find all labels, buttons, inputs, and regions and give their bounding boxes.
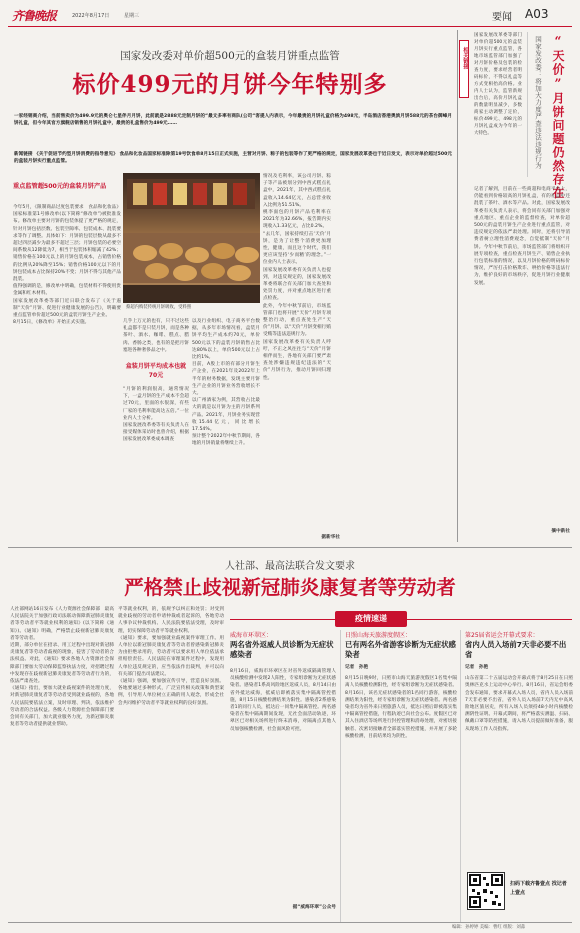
- lead-col4-p5: 此外，今年中秋节前后，市场监管部门也将开展“天价”月饼专项整治行动，重点查处生产“天价”月饼、以“天价”月饼变相行贿受贿等违法违规行为。: [263, 303, 331, 338]
- brief-1: [230, 631, 336, 921]
- sidebar-rule: [457, 30, 458, 542]
- lead-col4-p3: “去几年，国家持续打击‘天价’月饼，是为了让整个消费更加理性，健康，而且这个时代，我们更应该坚持‘少而精’的理念。”一位业内人士表示。: [263, 231, 331, 266]
- lead-byline: 据新华社: [321, 535, 340, 540]
- lead-col4: [263, 173, 331, 542]
- qr-caption: 扫码下载齐鲁壹点 找记者 上壹点: [510, 881, 567, 896]
- commentary-title: “天价”月饼问题仍然存在: [551, 34, 565, 200]
- brief-3-title: 省内人员入场前7天非必要不出省: [465, 640, 567, 659]
- footer-designer: 美编：曹红: [479, 925, 502, 930]
- commentary-byline: 摘中新社: [551, 529, 570, 534]
- brief-2-title: 已有两名外省游客诊断为无症状感染者: [345, 640, 456, 659]
- briefs-banner: [335, 611, 407, 627]
- lead-col3-p4: 预计整个2022年中秋节期间，各地的月饼销量将继续上升。: [192, 434, 260, 447]
- brief-2-place: 日照山海天旅游度假区：: [345, 632, 412, 639]
- related-link-tag: [459, 40, 469, 98]
- brief-1-byline: 据“威海环翠”公众号: [292, 905, 336, 910]
- commentary-rule: [527, 32, 528, 177]
- lead-col1-p4: 8月15日，《修改单》开始正式实施。: [13, 320, 90, 326]
- issue-weekday: 星期三: [124, 13, 140, 19]
- brief-3-place: 第25届省运会开幕式要求：: [465, 632, 539, 639]
- briefs-banner-label: 疫情速递: [355, 614, 387, 623]
- qr-code[interactable]: [467, 872, 505, 910]
- brief-3-text: 山东省第二十五届运动会开幕式将于8月25日在日照奥林匹克水上运动中心举行。8月16日，省运会组委会发布通知，要求开幕式入场人员，省内人员入场前7天非必要不出省，省外人员入场前7天内无中高风险地区旅居史，所有入场人员须持48小时内核酸检测阴性证明。开幕式期间，将严格落实测温、扫码、佩戴口罩等防控措施，请入场人员提前做好准备，服从现场工作人员指挥。: [465, 676, 573, 732]
- brief-divider-1: [340, 630, 341, 922]
- lead-col4-p2: 桃李面包的月饼产品毛利率在2021年为32.66%，报告期内实现收入1.33亿元，占比0.2%。: [263, 210, 331, 230]
- lead-deck-link: 新闻链接 《关于促进节约型月饼消费的指导意见》 食品和化妆品国家标准除第19号饮食单8月15日正式实施，主营对月饼、粽子的包装等作了更严格的规定，国家发展改革委也于近日发文，表示对单价超过500元的盒装月饼实行重点监管。: [14, 152, 452, 165]
- footer-credits: [452, 924, 572, 930]
- brief-2: [345, 631, 457, 921]
- footer-editor: 编辑：孙婷婷: [452, 925, 479, 930]
- brief-1-place: 威海市环翠区：: [230, 632, 273, 639]
- footer-rule: [8, 922, 572, 923]
- page-number: A03: [525, 7, 549, 21]
- second-col2-p2: 《通知》要求，要加强就业歧视案件审理工作。用人单位以新冠肺炎康复者等劳动者曾感染新冠肺炎为由拒绝录用的，劳动者可以要求用人单位依法承担赔偿责任。人民法院在审理案件过程中，发现用人单位违反规定的，应当依法作出裁判，并可以向有关部门提出司法建议。: [118, 635, 224, 677]
- lead-col1-p3: 国家发展改革委等部门近日联合发布了《关于遏制“天价”月饼、促进行业健康发展的公告》，明确要重点监管单价超过500元的盒装月饼生产企业。: [13, 298, 121, 319]
- second-headline: 严格禁止歧视新冠肺炎康复者等劳动者: [124, 576, 456, 599]
- lead-kicker: 国家发改委对单价超500元的盒装月饼重点监管: [120, 50, 340, 62]
- lead-col4-p4: 国家发展改革委有关负责人也提到，对违反规定的，国家发展改革委将联合有关部门加大查处和处罚力度，并对重点地区进行重点检查。: [263, 267, 331, 302]
- commentary-body: 记者了解到，目前在一些商超和电商平台上，仍能看到价格较高的月饼礼盒，有的礼盒中还混装了茶叶、酒水等产品。对此，国家发展改革委有关负责人表示，将会同有关部门加强对重点地区、重点企业的监督检查，对单价超500元的盒装月饼生产企业进行重点监管，对违反规定的依法严肃处理。同时，还将引导消费者树立理性消费观念，自觉抵制“天价”月饼。今年中秋节前后，市场监管部门将组织开展专项检查，重点检查月饼生产、销售企业执行包装标准的情况，以及月饼价格的明码标价情况，严厉打击价格欺诈、哄抬价格等违法行为，维护良好的市场秩序，促进月饼行业健康发展。: [474, 187, 570, 286]
- lead-col2-p2: “月饼的利润很高，通常情况下，一盒月饼的生产成本不会超过70元，里面的水很深，有些厂家的毛利率能高达五倍。”一位业内人士分析。: [123, 387, 189, 421]
- section-name: 要闻: [492, 12, 512, 23]
- related-link-text: 国家发展改革委等部门对单价超500元的盒装月饼实行重点监管，各地市场监管部门加强了对月饼价格及包装的检查力度，要求经营者明码标价，不得以礼盒等方式变相抬高价格。业内人士认为，监管新规出台后，高价月饼礼盒的数量明显减少，多数商家主动调整了定价，标价499元、498元的月饼礼盒成为今年的一大特色。: [474, 33, 522, 136]
- issue-date: 2022年8月17日: [72, 13, 110, 19]
- lead-headline: 标价499元的月饼今年特别多: [72, 71, 388, 98]
- lead-subhead-1: 重点监管超500元的盒装月饼产品: [13, 183, 107, 190]
- mooncake-photo: [123, 173, 260, 303]
- related-link-label: 相关链接: [462, 47, 468, 69]
- lead-col1-p1: 今年5月，《限制商品过度包装要求 食品和化妆品》国家标准第1号修改单(以下简称“修改单”)被批准发布。修改单主要对月饼的包装体提了更严格的规定，针对月饼包括层数、包装空隙率、包装成本、混装要求等作了调整。具体如下：月饼的包装层数从最多不超过四层减少为最多不超过三层；月饼包装的必要空间系数从12降低为7，相当于包装体积缩减了42%；销售价格在100元以上的月饼包装成本，占销售价格的比例从20%降至15%；销售价格100元以下的月饼包装成本占比保持20%不变；月饼不得与其他产品混装。: [13, 205, 121, 283]
- second-col2-p1: 平等就业权利，的，依规予以纠正和处罚；对受到就业歧视的劳动者申请仲裁或者起诉的，各地劳动人事争议仲裁机构、人民法院要依法受理，及时审理，切实保障劳动者平等就业权利。: [118, 607, 224, 634]
- second-col1: [10, 606, 114, 922]
- lead-col3-p2: 目前，A股上市的有部分月饼生产企业，在2021年及2022年上半年的财务数据，发现主要月饼生产企业的月饼业务营收增长不大。: [192, 362, 260, 397]
- second-col2: [118, 606, 224, 922]
- second-col1-p3: 《通知》指出，要加大就业歧视案件的处理力度，对新冠肺炎康复者等劳动者受到就业歧视的，各地人民法院要依法立案，及时审理、判决，依法维护劳动者的合法权益。各级人力资源社会保障部门要会同有关部门，加大就业服务力度，为新冠肺炎康复者等劳动者提供就业帮助。: [10, 686, 114, 728]
- brief-divider-2: [460, 630, 461, 922]
- brief-2-text: 8月15日晚9时，日照市山海天旅游度假区1名集中隔离人员核酸检测阳性，经专家组诊断为无症状感染者。8月16日，该名无症状感染者的1名同行游客，核酸检测结果为阳性，经专家组诊断为无症状感染者。两名感染者均为省外来日照旅游人员，抵达日照后即被落实集中隔离管控措施，行程轨迹已向社会公布。度假区已对其入住酒店等场所进行封控管理和消毒处理，对密切接触者、次密切接触者全部落实管控措施，并开展了多轮核酸检测，目前结果均为阴性。: [345, 676, 457, 739]
- masthead-rule: [8, 26, 572, 27]
- newspaper-logo: 齐鲁晚报: [12, 9, 57, 23]
- section-divider: [8, 547, 572, 548]
- brief-3: [465, 631, 573, 861]
- lead-col2-p3: 国家发展改革委等有关负责人在接受媒体采访时也曾介绍，根据国家发展改革委成本调查: [123, 423, 189, 443]
- brief-1-text: 8月16日，威海市环翠区在对省外返威隔离管理人员核酸检测中发现2人阳性，专家组诊断为无症状感染者。感染者1系高风险地区返威人员，8月14日由省外抵达威海，抵威后即被落实集中隔离管控措施，8月15日核酸检测结果为阳性。感染者2系感染者1的同行人员，抵达后一同集中隔离管控。两名感染者在集中隔离期间发现，无社会面活动轨迹，环翠区已对相关场所进行终末消毒，对隔离点其他人员加强核酸检测，社会面风险可控。: [230, 669, 336, 732]
- photo-illustration: [123, 173, 260, 303]
- second-kicker: 人社部、最高法联合发文要求: [225, 561, 355, 572]
- lead-col4-p1: 情况及毛利率，该公司月饼、粽子等产品被划分到中西式糕点礼盒中，2021年，其中西式糕点礼盒收入14.64亿元，占总营业收入比例为51.51%。: [263, 174, 331, 208]
- second-col1-p1: 人社部网站16日发布《人力资源社会保障部 最高人民法院关于加强行政司法联动保障新冠肺炎康复者等劳动者平等就业权利的通知》(以下简称《通知》)。《通知》明确，严格禁止歧视新冠肺炎康复者等劳动者。: [10, 607, 114, 641]
- qr-pattern: [468, 873, 504, 909]
- brief-3-byline: 记者 孙艳: [465, 665, 489, 670]
- lead-col1-p2: 值得强调的是，修改单中明确，包装材料不得使用贵金属和红木材料。: [13, 284, 121, 297]
- brief-2-byline: 记者 孙艳: [345, 665, 369, 670]
- brief-1-title: 两名省外返威人员诊断为无症状感染者: [230, 640, 334, 659]
- commentary-subtitle: 国家发改委：将加大力度严查违法违规行为: [534, 36, 542, 169]
- photo-caption: 蔡超内购装传统月饼吸收，受料照: [126, 305, 192, 310]
- lead-col3-p1: 以及行业组织、电子商务平台数据，从多年市场情况看，盒装月饼平均生产成本约70元，单价500元以下的盒装月饼销售占比达80%以上，单价500元以上占比约1%。: [192, 319, 260, 361]
- second-col1-p2: 近期，部分单位在招录、用工过程中出现对新冠肺炎康复者等劳动者歧视的现象，侵害了劳动者的合法权益。对此，《通知》要求各地人力资源社会保障部门要加大劳动保障监察执法力度，对招聘过程中发现存在歧视新冠肺炎康复者等劳动者行为的，依法严肃查处。: [10, 643, 114, 685]
- lead-col3-p3: 以广州酒家为例，其营收占比最大的就是以月饼为主的月饼系列产品。2021年，月饼业务实现营收15.44亿元，同比增长17.54%。: [192, 398, 260, 433]
- lead-col4-p6: 国家发展改革委有关负责人呼吁，不正之风往往与“天价”月饼相伴而生，各地有关部门要严肃查处涉嫌违规违纪违法的“天价”月饼行为，推动月饼回归理性。: [263, 339, 331, 381]
- lead-col1: [13, 204, 121, 542]
- lead-subhead-2: 盒装月饼平均成本也就70元: [125, 363, 187, 380]
- lead-deck: 一家经销商介绍，当前售卖价为499.9元的奥仑七星伴月月饼，此前就是2888元定制月饼的“最文多率有商队(公司“客提人内表示，今年最贵的月饼礼盒价格为498元，半岛酒店香港奥滨月饼588元的茶台御峰月饼礼盒，但今年其官方旗舰店销售的月饼礼盒中，最贵的礼盒售价为499元……: [14, 114, 452, 127]
- second-col2-p3: 《通知》强调，要加强宣传引导，营造良好氛围。各地要通过多种形式，广泛宣传相关政策和典型案例，引导用人单位树立正确的用人观念，形成全社会共同维护劳动者平等就业权利的良好氛围。: [118, 679, 224, 706]
- footer-proof: 组版：刘淼: [503, 925, 526, 930]
- masthead: [8, 4, 572, 26]
- lead-col2-p1: 几乎上万元的也有，只不过这些礼盒都不是只装月饼，而是各种茶叶、酒水、咖啡、糕点、腊肉、香肠之类，也有的是把月饼塞进各种奢侈品之中。: [123, 319, 189, 353]
- lead-col3: [192, 318, 260, 542]
- lead-col2: [123, 318, 189, 542]
